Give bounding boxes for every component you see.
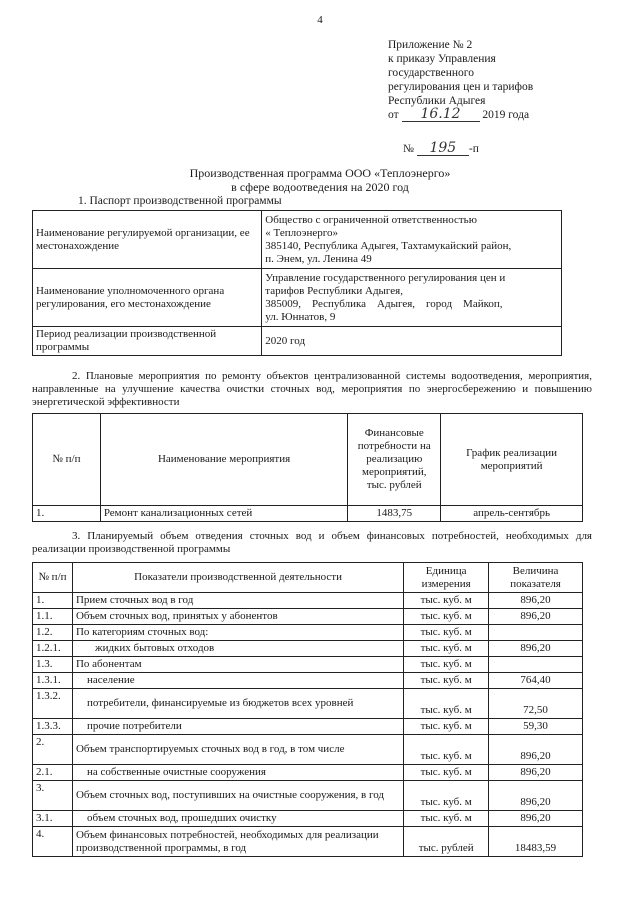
cell-unit: тыс. куб. м — [404, 811, 489, 827]
cell-unit: тыс. куб. м — [404, 735, 489, 765]
cell-indicator: По категориям сточных вод: — [72, 625, 403, 641]
cell-indicator: Объем финансовых потребностей, необходимых для реализации производственной программы, в год — [72, 827, 403, 857]
cell-unit: тыс. куб. м — [404, 609, 489, 625]
passport-table — [32, 210, 562, 356]
table-row — [33, 211, 562, 269]
table-row — [33, 689, 583, 719]
cell-indicator: на собственные очистные сооружения — [72, 765, 403, 781]
cell-num: 1.3. — [33, 657, 73, 673]
header-unit: Единица измерения — [404, 563, 489, 593]
table-row — [33, 781, 583, 811]
measures-table — [32, 413, 583, 522]
cell-value: 18483,59 — [489, 827, 583, 857]
number-suffix: -п — [468, 143, 479, 155]
cell-indicator: Объем транспортируемых сточных вод в год, в том числе — [72, 735, 403, 765]
appendix-line: к приказу Управления — [388, 53, 496, 65]
header-num: № п/п — [33, 414, 101, 506]
table-row — [33, 673, 583, 689]
value-line: 385009, Республика Адыгея, город Майкоп, — [265, 297, 503, 310]
appendix-line: государственного — [388, 67, 474, 79]
cell-unit: тыс. куб. м — [404, 593, 489, 609]
table-row — [33, 593, 583, 609]
cell-unit: тыс. куб. м — [404, 673, 489, 689]
cell-num: 3. — [33, 781, 73, 811]
table-row — [33, 609, 583, 625]
passport-label: Наименование уполномоченного органа регулирования, его местонахождение — [33, 269, 262, 327]
passport-label: Наименование регулируемой организации, ее местонахождение — [33, 211, 262, 269]
indicators-table — [32, 562, 583, 857]
cell-num: 1.3.2. — [33, 689, 73, 719]
header-num: № п/п — [33, 563, 73, 593]
appendix-line: Приложение № 2 — [388, 39, 473, 51]
cell-value: 896,20 — [489, 811, 583, 827]
header-finance: Финансовые потребности на реализацию мероприятий, тыс. рублей — [348, 414, 441, 506]
section2-heading: 2. Плановые мероприятия по ремонту объектов централизованной системы водоотведения, мероприятия, направленные на улучшение качества очистки сточных вод, мероприятия по энергосбережению и повышению энергетической эффективности — [32, 370, 592, 408]
cell-value: 72,50 — [489, 689, 583, 719]
date-prefix: от — [388, 109, 399, 121]
indicators-body — [33, 593, 583, 857]
table-row — [33, 506, 583, 522]
section3-heading: 3. Планируемый объем отведения сточных вод и объем финансовых потребностей, необходимых для реализации производственной программы — [32, 530, 592, 555]
value-line: « Теплоэнерго» — [265, 226, 338, 239]
appendix-line: Республики Адыгея — [388, 95, 486, 107]
order-number-line — [403, 142, 479, 157]
table-row — [33, 657, 583, 673]
cell-num: 1. — [33, 506, 101, 522]
cell-num: 1.1. — [33, 609, 73, 625]
cell-num: 1.3.3. — [33, 719, 73, 735]
value-line: Общество с ограниченной ответственностью — [265, 213, 477, 226]
date-suffix: 2019 года — [482, 109, 530, 121]
page-number: 4 — [317, 14, 323, 26]
passport-value — [262, 269, 562, 327]
cell-indicator: прочие потребители — [72, 719, 403, 735]
cell-indicator: По абонентам — [72, 657, 403, 673]
cell-indicator: объем сточных вод, прошедших очистку — [72, 811, 403, 827]
cell-unit: тыс. рублей — [404, 827, 489, 857]
appendix-date-line — [388, 108, 628, 122]
cell-indicator: Объем сточных вод, принятых у абонентов — [72, 609, 403, 625]
cell-indicator: Объем сточных вод, поступивших на очистные сооружения, в год — [72, 781, 403, 811]
appendix-block — [388, 38, 628, 122]
cell-unit: тыс. куб. м — [404, 625, 489, 641]
table-header-row — [33, 414, 583, 506]
appendix-line: регулирования цен и тарифов — [388, 81, 534, 93]
cell-value: 896,20 — [489, 641, 583, 657]
cell-indicator: население — [72, 673, 403, 689]
table-row — [33, 327, 562, 356]
cell-indicator: Прием сточных вод в год — [72, 593, 403, 609]
cell-value: 896,20 — [489, 735, 583, 765]
header-schedule: График реализации мероприятий — [441, 414, 583, 506]
cell-num: 4. — [33, 827, 73, 857]
cell-indicator: жидких бытовых отходов — [72, 641, 403, 657]
cell-unit: тыс. куб. м — [404, 657, 489, 673]
cell-value: 59,30 — [489, 719, 583, 735]
cell-value: 896,20 — [489, 781, 583, 811]
table-row — [33, 625, 583, 641]
value-line: ул. Юннатов, 9 — [265, 310, 336, 323]
number-prefix: № — [403, 143, 414, 155]
table-row — [33, 827, 583, 857]
cell-unit: тыс. куб. м — [404, 781, 489, 811]
cell-num: 2.1. — [33, 765, 73, 781]
cell-unit: тыс. куб. м — [404, 719, 489, 735]
cell-num: 1.3.1. — [33, 673, 73, 689]
header-indicator: Показатели производственной деятельности — [72, 563, 403, 593]
cell-name: Ремонт канализационных сетей — [100, 506, 347, 522]
table-row — [33, 269, 562, 327]
cell-value: 896,20 — [489, 765, 583, 781]
cell-num: 1. — [33, 593, 73, 609]
value-line: тарифов Республики Адыгея, — [265, 284, 403, 297]
cell-value: 896,20 — [489, 593, 583, 609]
passport-value — [262, 211, 562, 269]
cell-num: 3.1. — [33, 811, 73, 827]
cell-unit: тыс. куб. м — [404, 765, 489, 781]
cell-unit: тыс. куб. м — [404, 689, 489, 719]
table-row — [33, 811, 583, 827]
passport-value: 2020 год — [262, 327, 562, 356]
cell-num: 2. — [33, 735, 73, 765]
cell-num: 1.2.1. — [33, 641, 73, 657]
cell-num: 1.2. — [33, 625, 73, 641]
table-header-row — [33, 563, 583, 593]
cell-value — [489, 657, 583, 673]
table-row — [33, 719, 583, 735]
passport-label: Период реализации производственной программы — [33, 327, 262, 356]
handwritten-number: 195 — [417, 142, 469, 156]
cell-value: 764,40 — [489, 673, 583, 689]
table-row — [33, 641, 583, 657]
header-name: Наименование мероприятия — [100, 414, 347, 506]
cell-value — [489, 625, 583, 641]
cell-finance: 1483,75 — [348, 506, 441, 522]
value-line: Управление государственного регулирования цен и — [265, 271, 506, 284]
cell-schedule: апрель-сентябрь — [441, 506, 583, 522]
handwritten-date: 16.12 — [402, 108, 480, 122]
table-row — [33, 765, 583, 781]
document-title-line1: Производственная программа ООО «Теплоэнерго» — [189, 166, 451, 180]
cell-indicator: потребители, финансируемые из бюджетов всех уровней — [72, 689, 403, 719]
cell-unit: тыс. куб. м — [404, 641, 489, 657]
section1-heading: 1. Паспорт производственной программы — [78, 195, 282, 207]
value-line: п. Энем, ул. Ленина 49 — [265, 252, 372, 265]
cell-value: 896,20 — [489, 609, 583, 625]
document-title-line2: в сфере водоотведения на 2020 год — [231, 180, 409, 194]
table-row — [33, 735, 583, 765]
value-line: 385140, Республика Адыгея, Тахтамукайский район, — [265, 239, 512, 252]
header-value: Величина показателя — [489, 563, 583, 593]
